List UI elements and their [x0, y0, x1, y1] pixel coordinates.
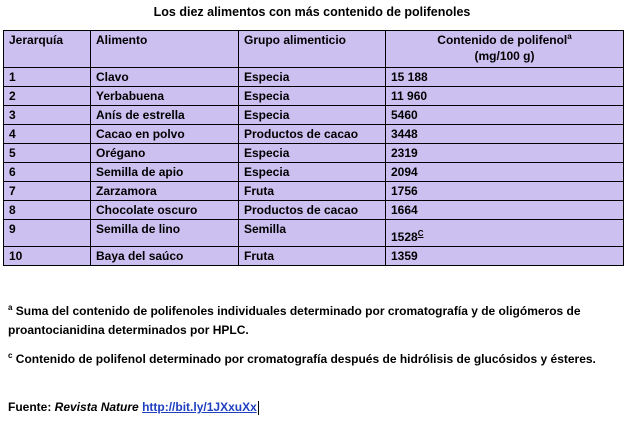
- cell-group: Especia: [239, 163, 386, 182]
- table-row: [4, 106, 624, 125]
- cell-rank: 2: [4, 87, 91, 106]
- footnote-a-text: Suma del contenido de polifenoles individuales determinado por cromatografía y de oligómeros de proantocianidina determinados por HPLC.: [8, 304, 581, 337]
- source-label: Fuente:: [8, 400, 55, 414]
- footnote-c-mark: c: [8, 351, 13, 360]
- source-line: [8, 400, 259, 415]
- header-rank: Jerarquía: [4, 31, 91, 68]
- cell-value: [386, 163, 624, 182]
- table-header-row: [4, 31, 624, 68]
- cell-food: Chocolate oscuro: [91, 201, 239, 220]
- cell-group: Especia: [239, 87, 386, 106]
- header-content-unit: (mg/100 g): [474, 49, 535, 63]
- cell-food: Semilla de lino: [91, 220, 239, 247]
- cell-rank: 1: [4, 68, 91, 87]
- cell-value-text: 1756: [391, 184, 418, 198]
- footnote-a-mark: a: [8, 303, 13, 312]
- cell-value: [386, 201, 624, 220]
- cell-group: Especia: [239, 106, 386, 125]
- footnotes: [8, 302, 608, 379]
- cell-food: Orégano: [91, 144, 239, 163]
- table-row: [4, 144, 624, 163]
- cell-group: Especia: [239, 68, 386, 87]
- cell-rank: 4: [4, 125, 91, 144]
- header-content-label: Contenido de polifenol: [437, 33, 568, 47]
- cell-value: [386, 68, 624, 87]
- header-content: [386, 31, 624, 68]
- cell-value: [386, 247, 624, 266]
- cell-rank: 9: [4, 220, 91, 247]
- cell-food: Cacao en polvo: [91, 125, 239, 144]
- cell-food: Yerbabuena: [91, 87, 239, 106]
- source-journal: Revista Nature: [54, 400, 139, 414]
- cell-group: Fruta: [239, 182, 386, 201]
- text-cursor: [258, 401, 259, 415]
- cell-food: Zarzamora: [91, 182, 239, 201]
- cell-food: Semilla de apio: [91, 163, 239, 182]
- table-row: [4, 201, 624, 220]
- cell-rank: 8: [4, 201, 91, 220]
- cell-value-text: 1528: [391, 230, 418, 244]
- page-title: Los diez alimentos con más contenido de polifenoles: [153, 5, 471, 19]
- cell-value-text: 5460: [391, 108, 418, 122]
- footnote-c: [8, 350, 608, 369]
- cell-value-text: 1359: [391, 249, 418, 263]
- header-content-sup: a: [567, 32, 572, 41]
- table-row: [4, 247, 624, 266]
- table-row: [4, 68, 624, 87]
- header-food: Alimento: [91, 31, 239, 68]
- cell-group: Fruta: [239, 247, 386, 266]
- cell-value: [386, 220, 624, 247]
- cell-rank: 5: [4, 144, 91, 163]
- cell-rank: 7: [4, 182, 91, 201]
- cell-rank: 3: [4, 106, 91, 125]
- cell-food: Clavo: [91, 68, 239, 87]
- cell-group: Semilla: [239, 220, 386, 247]
- cell-value-text: 1664: [391, 203, 418, 217]
- table-row: [4, 163, 624, 182]
- source-link[interactable]: http://bit.ly/1JXxuXx: [142, 400, 257, 414]
- cell-food: Baya del saúco: [91, 247, 239, 266]
- footnote-a: [8, 302, 608, 340]
- polyphenol-table: [3, 30, 624, 266]
- cell-group: Productos de cacao: [239, 125, 386, 144]
- footnote-c-text: Contenido de polifenol determinado por cromatografía después de hidrólisis de glucósidos y ésteres.: [12, 352, 596, 366]
- cell-value: [386, 87, 624, 106]
- cell-value: [386, 182, 624, 201]
- cell-value-text: 3448: [391, 127, 418, 141]
- cell-value-text: 2094: [391, 165, 418, 179]
- cell-value-text: 15 188: [391, 70, 428, 84]
- cell-value-sup: C: [417, 229, 424, 238]
- cell-food: Anís de estrella: [91, 106, 239, 125]
- table-row: [4, 125, 624, 144]
- cell-group: Especia: [239, 144, 386, 163]
- table-row: [4, 182, 624, 201]
- header-group: Grupo alimenticio: [239, 31, 386, 68]
- cell-value: [386, 106, 624, 125]
- table-row: [4, 87, 624, 106]
- cell-rank: 6: [4, 163, 91, 182]
- cell-rank: 10: [4, 247, 91, 266]
- cell-value: [386, 144, 624, 163]
- cell-group: Productos de cacao: [239, 201, 386, 220]
- cell-value: [386, 125, 624, 144]
- cell-value-text: 11 960: [391, 89, 428, 103]
- table-row: [4, 220, 624, 247]
- cell-value-text: 2319: [391, 146, 418, 160]
